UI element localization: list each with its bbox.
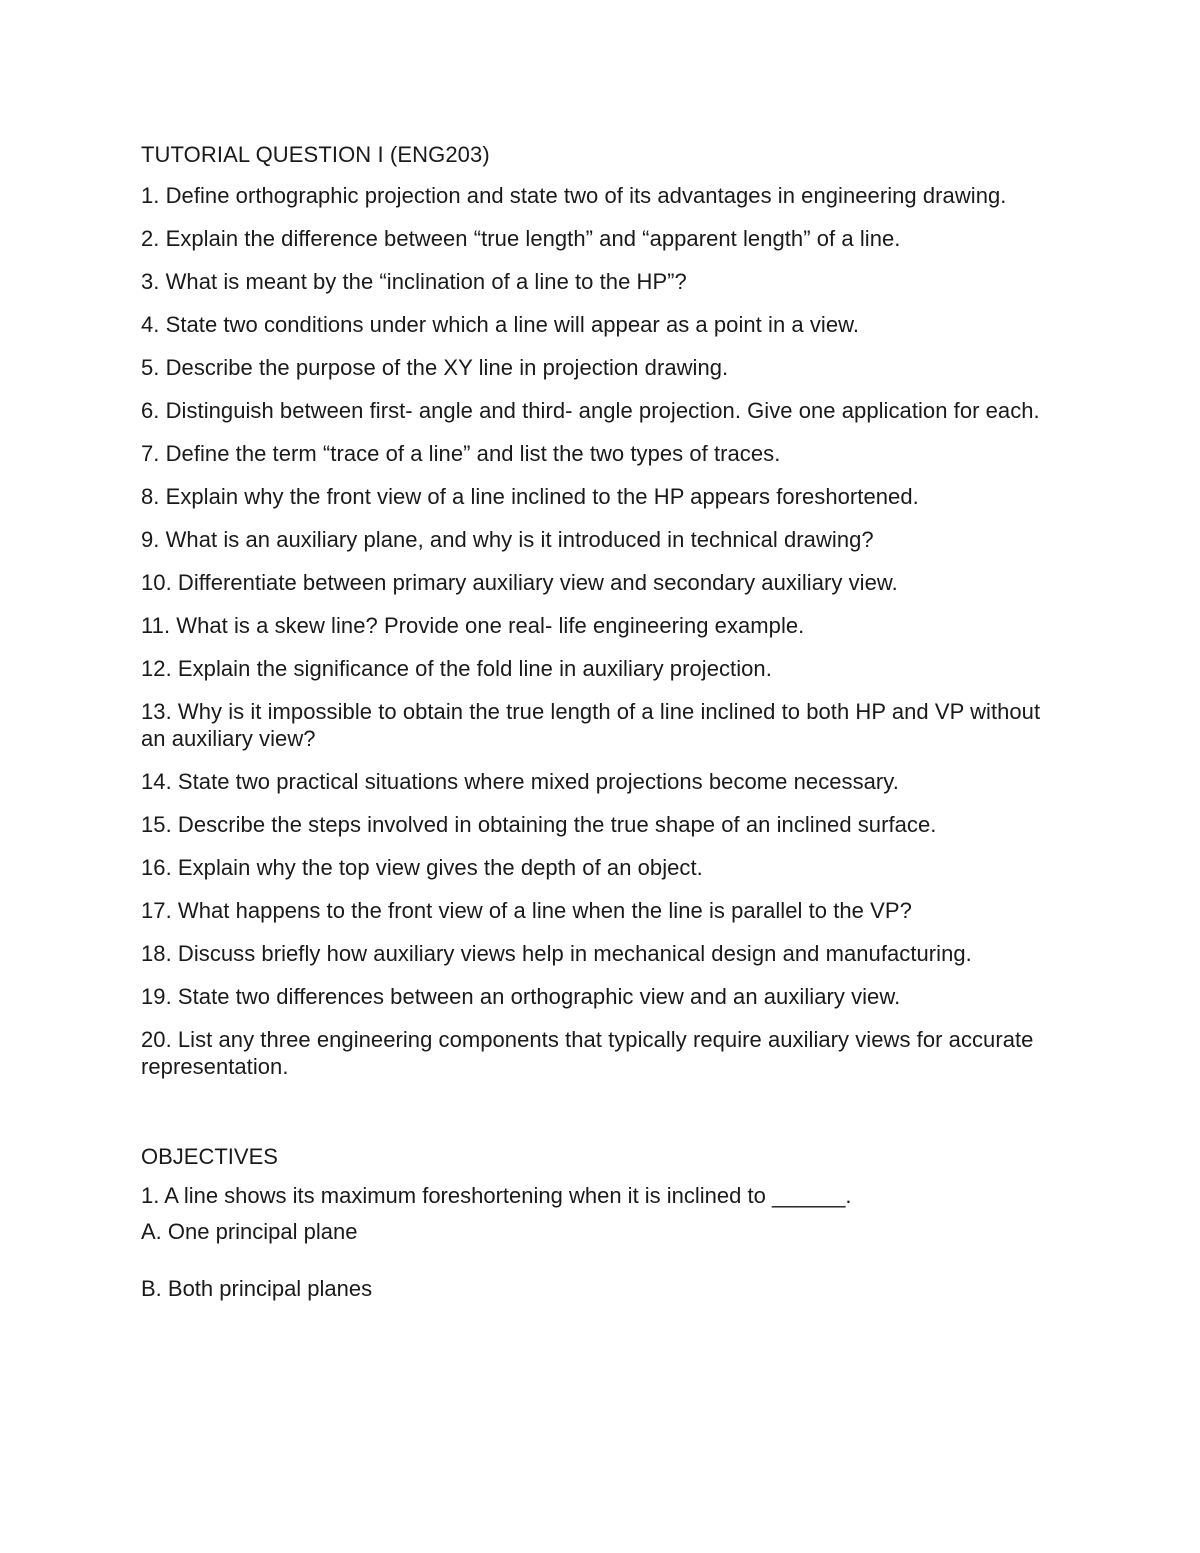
question-13: 13. Why is it impossible to obtain the true length of a line inclined to both HP and VP without an auxiliary view? [141,699,1041,751]
question-12: 12. Explain the significance of the fold line in auxiliary projection. [141,656,772,681]
question-8: 8. Explain why the front view of a line inclined to the HP appears foreshortened. [141,484,919,509]
question-3: 3. What is meant by the “inclination of a line to the HP”? [141,269,687,294]
question-19: 19. State two differences between an orthographic view and an auxiliary view. [141,984,901,1009]
objective-option-b: B. Both principal planes [141,1276,373,1301]
question-14: 14. State two practical situations where mixed projections become necessary. [141,769,899,794]
question-17: 17. What happens to the front view of a line when the line is parallel to the VP? [141,898,912,923]
question-18: 18. Discuss briefly how auxiliary views help in mechanical design and manufacturing. [141,941,972,966]
question-1: 1. Define orthographic projection and state two of its advantages in engineering drawing. [141,183,1007,208]
question-9: 9. What is an auxiliary plane, and why is it introduced in technical drawing? [141,527,874,552]
question-16: 16. Explain why the top view gives the depth of an object. [141,855,703,880]
question-7: 7. Define the term “trace of a line” and list the two types of traces. [141,441,781,466]
objective-option-a: A. One principal plane [141,1219,358,1244]
question-10: 10. Differentiate between primary auxiliary view and secondary auxiliary view. [141,570,898,595]
question-15: 15. Describe the steps involved in obtaining the true shape of an inclined surface. [141,812,937,837]
question-4: 4. State two conditions under which a line will appear as a point in a view. [141,312,859,337]
question-2: 2. Explain the difference between “true length” and “apparent length” of a line. [141,226,901,251]
question-list [141,182,1061,1080]
document-title: TUTORIAL QUESTION I (ENG203) [141,142,490,167]
section-spacer [141,1096,1061,1142]
question-11: 11. What is a skew line? Provide one real- life engineering example. [141,613,805,638]
objectives-section [141,1142,1061,1302]
document-page [141,140,1061,1302]
question-6: 6. Distinguish between first- angle and third- angle projection. Give one application for each. [141,398,1040,423]
question-5: 5. Describe the purpose of the XY line in projection drawing. [141,355,729,380]
objectives-title: OBJECTIVES [141,1144,278,1169]
question-20: 20. List any three engineering components that typically require auxiliary views for accurate representation. [141,1027,1034,1079]
objective-question-1: 1. A line shows its maximum foreshortening when it is inclined to ______. [141,1183,852,1208]
